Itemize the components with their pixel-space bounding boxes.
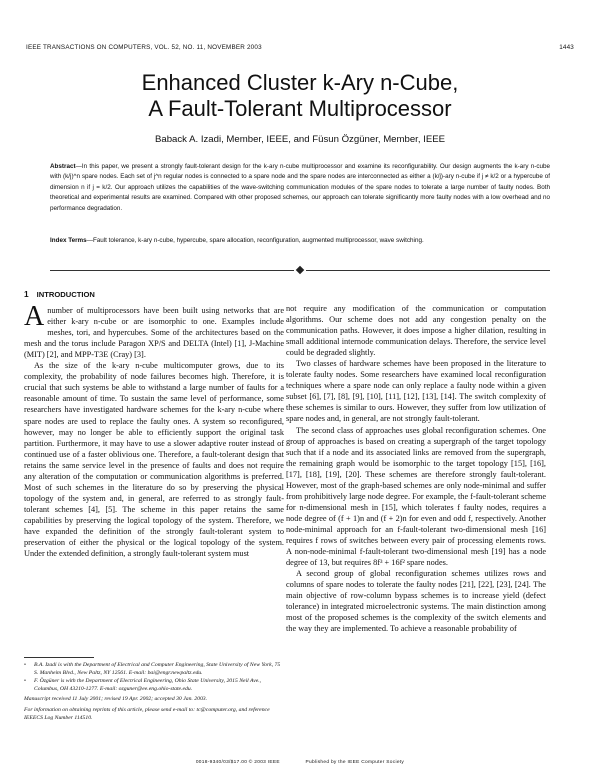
footnote-item <box>24 662 284 677</box>
right-paragraph-2: Two classes of hardware schemes have been proposed in the literature to tolerate faulty nodes. Some researchers have examined local reconfiguration techniques where a spare node can only replace a faulty node within a given subset [6], [7], [8], [9], [10], [11], [12], [13], [14]. The switch complexity of these schemes is similar to ours. However, they suffer from low utilization of spare nodes and, in general, are not strongly fault-tolerant. <box>286 359 546 424</box>
bullet-icon: • <box>24 678 26 685</box>
abstract <box>50 162 550 214</box>
bullet-icon: • <box>24 662 26 668</box>
footnote-text: F. Özgüner is with the Department of Electrical Engineering, Ohio State University, 2015 Neil Ave., Columbus, OH 43210-1277. E-mail: ozguner@ee.eng.ohio-state.edu. <box>34 678 262 692</box>
index-terms <box>50 236 550 246</box>
page-number: 1443 <box>559 44 574 51</box>
abstract-text: —In this paper, we present a strongly fault-tolerant design for the k-ary n-cube multiprocessor and examine its reconfigurability. Our design augments the k-ary n-cube with (k/j)^n spare nodes. Each set of j^n regular nodes is connected to a spare node and the spare nodes are interconnected as either a (k/j)-ary n-cube if j ≠ k/2 or a hypercube of dimension n if j = k/2. Our approach utilizes the capabilities of the wave-switching communication modules of the spare nodes to tolerate a large number of faulty nodes. Both theoretical and experimental results are examined. Compared with other proposed schemes, our approach can tolerate significantly more faulty nodes with a low overhead and no performance degradation. <box>50 163 550 212</box>
publisher: Published by the IEEE Computer Society <box>305 760 405 765</box>
section-number: 1 <box>24 289 29 299</box>
title-line-1: Enhanced Cluster k-Ary n-Cube, <box>141 70 459 95</box>
reprints-info: For information on obtaining reprints of this article, please send e-mail to: tc@computer.org, and reference IEEECS Log Number 114510. <box>24 706 270 721</box>
footnote-item <box>24 678 284 693</box>
author-line: Baback A. Izadi, Member, IEEE, and Füsun Özgüner, Member, IEEE <box>154 134 446 145</box>
intro-paragraph-2: As the size of the k-ary n-cube multicomputer grows, due to its complexity, the probability of node failures becomes high. Therefore, it is crucial that such systems be able to withstand a large number of faults for a reasonable amount of time. To sustain the same level of performance, some researchers have investigated hardware schemes for the k-ary n-cube where spare nodes are used to replace the faulty ones. A system so reconfigured, however, may no longer be able to efficiently support the original task partition. Furthermore, it may have to use a slower adaptive router instead of continued use of a faster oblivious one. Therefore, a fault-tolerant design that retains the same service level in the presence of faults and does not require any alteration of the computation or communication algorithms is preferred. Most of such schemes in the literature do so by preserving the physical topology of the system and, in general, are referred to as strongly fault-tolerant schemes [4], [5]. The scheme in this paper retains the same capabilities by preserving the logical topology of the system. Therefore, we have expanded the definition of the strongly fault-tolerant system to preservation of either the physical or the logical topology of the system. Under the extended definition, a strongly fault-tolerant system must <box>24 361 284 559</box>
abstract-label: Abstract <box>50 163 76 170</box>
section-heading <box>24 289 284 300</box>
footnote-rule <box>24 657 94 658</box>
left-column <box>24 289 284 559</box>
title-line-2: A Fault-Tolerant Multiprocessor <box>148 96 452 121</box>
intro-paragraph-1 <box>24 301 284 360</box>
divider-line-left <box>50 270 294 271</box>
right-column <box>286 303 546 634</box>
copyright: 0018-9340/03/$17.00 © 2003 IEEE <box>195 760 280 765</box>
section-title: INTRODUCTION <box>36 290 95 299</box>
section-divider <box>50 267 550 275</box>
divider-line-right <box>306 270 550 271</box>
right-paragraph-3: The second class of approaches uses global reconfiguration schemes. One group of approaches is based on creating a supergraph of the target topology such that if a node and its associated links are removed from the supergraph, the remaining graph would be isomorphic to the target topology [15], [16], [17], [18], [19], [20]. These schemes are therefore strongly fault-tolerant. However, most of the graph-based schemes are only node-minimal and suffer from prohibitively large node degree. For example, the f-fault-tolerant scheme for n-dimensional mesh in [15], which tolerates f faulty nodes, requires a node degree of (f + 1)n and (f + 2)n for even and odd f, respectively. Another node-minimal approach for an f-fault-tolerant two-dimensional mesh [16] requires f rows of switches between every pair of processing elements rows. A non-node-minimal f-fault-tolerant two-dimensional mesh [19] has a node degree of 13, but requires 8f³ + 16f² spare nodes. <box>286 425 546 568</box>
index-terms-text: —Fault tolerance, k-ary n-cube, hypercube, spare allocation, reconfiguration, augmented multiprocessor, wave switching. <box>86 237 424 244</box>
drop-cap: A <box>24 301 45 333</box>
footnotes <box>24 657 284 722</box>
footnote-text: B.A. Izadi is with the Department of Electrical and Computer Engineering, State University of New York, 75 S. Manheim Blvd., New Paltz, NY 12561. E-mail: bai@engr.newpaltz.edu. <box>34 662 281 676</box>
paper-title <box>0 70 600 122</box>
paragraph-text: number of multiprocessors have been built using networks that are either k-ary n-cube or are isomorphic to one. Examples include meshes, tori, and hypercubes. Some of the architectures based on the mesh and the torus include Paragon XP/S and DELTA (Intel) [1], J-Machine (MIT) [2], and MPP-T3E (Cray) [3]. <box>24 306 284 360</box>
index-terms-label: Index Terms <box>50 237 87 244</box>
manuscript-dates: Manuscript received 11 July 2001; revised 19 Apr. 2002; accepted 30 Jan. 2003. <box>24 696 208 703</box>
journal-info: IEEE TRANSACTIONS ON COMPUTERS, VOL. 52, NO. 11, NOVEMBER 2003 <box>26 44 262 51</box>
page-footer <box>0 760 600 765</box>
right-paragraph-4: A second group of global reconfiguration schemes utilizes rows and columns of spare nodes to tolerate the faulty nodes [21], [22], [23], [24]. The main objective of row-column bypass schemes is to increase yield (defect tolerance) in integrated microelectronic systems. The main distinction among most of the proposed schemes is the complexity of the switch elements and the way they are implemented. To achieve a reasonable probability of <box>286 569 546 634</box>
diamond-icon <box>296 266 304 274</box>
right-paragraph-1: not require any modification of the communication or computation algorithms. Our scheme does not add any congestion penalty on the communication paths. However, it does impose a higher dilation, resulting in small additional internode communication delays. Therefore, the service level could be degraded slightly. <box>286 304 546 358</box>
